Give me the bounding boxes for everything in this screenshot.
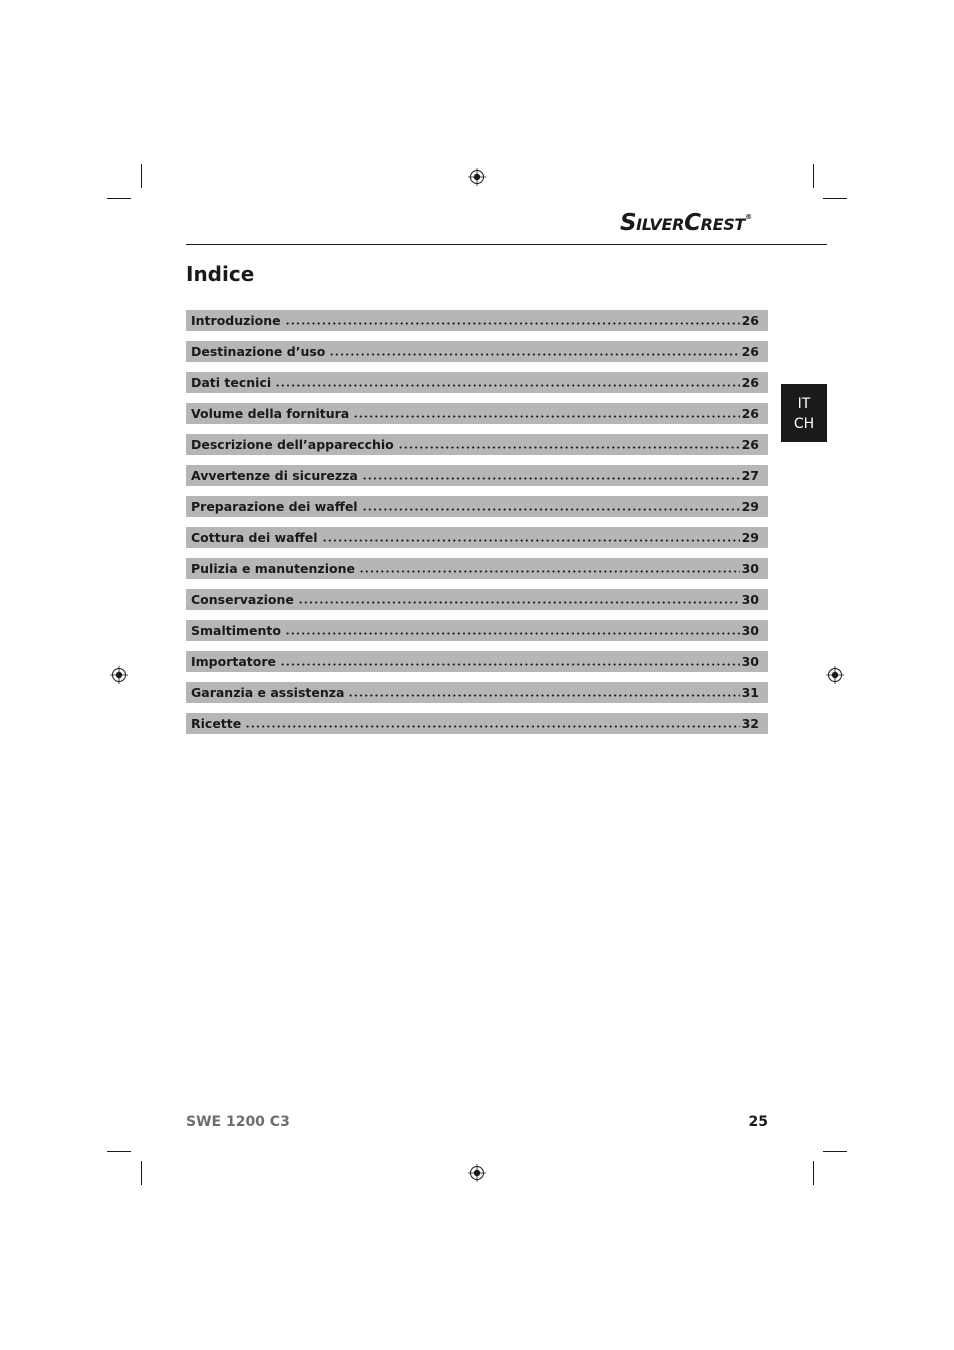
toc-entry-page: 29 <box>741 530 759 545</box>
toc-entry-page: 26 <box>741 313 759 328</box>
toc-entry-page: 26 <box>741 406 759 421</box>
toc-entry-label: Cottura dei waffel <box>191 530 318 545</box>
toc-entry[interactable] <box>186 620 768 641</box>
registration-mark-icon <box>110 666 128 684</box>
toc-leader-dots <box>285 322 740 325</box>
header-rule <box>186 244 827 245</box>
toc-leader-dots <box>398 446 740 449</box>
page-title: Indice <box>186 262 255 286</box>
crop-mark-top-right-h <box>823 198 847 199</box>
language-tab <box>781 384 827 442</box>
toc-entry-label: Conservazione <box>191 592 294 607</box>
toc-entry-label: Destinazione d’uso <box>191 344 326 359</box>
toc-entry[interactable] <box>186 372 768 393</box>
toc-entry-page: 26 <box>741 344 759 359</box>
toc-entry[interactable] <box>186 589 768 610</box>
toc-entry[interactable] <box>186 434 768 455</box>
toc-entry-label: Descrizione dell’apparecchio <box>191 437 394 452</box>
toc-entry-page: 27 <box>741 468 759 483</box>
toc-entry-label: Garanzia e assistenza <box>191 685 345 700</box>
toc-entry-label: Ricette <box>191 716 242 731</box>
toc-entry-page: 32 <box>741 716 759 731</box>
toc-entry-page: 30 <box>741 654 759 669</box>
toc-entry-page: 30 <box>741 561 759 576</box>
registration-mark-icon <box>468 1164 486 1182</box>
toc-entry[interactable] <box>186 310 768 331</box>
toc-entry-label: Smaltimento <box>191 623 281 638</box>
toc-leader-dots <box>280 663 740 666</box>
crop-mark-top-left-h <box>107 198 131 199</box>
toc-entry-page: 30 <box>741 592 759 607</box>
language-code-ch: CH <box>793 416 815 432</box>
toc-entry-label: Volume della fornitura <box>191 406 350 421</box>
toc-entry[interactable] <box>186 682 768 703</box>
toc-entry-page: 26 <box>741 375 759 390</box>
toc-leader-dots <box>362 508 740 511</box>
toc-leader-dots <box>322 539 740 542</box>
toc-leader-dots <box>245 725 739 728</box>
toc-entry[interactable] <box>186 341 768 362</box>
toc-entry-label: Preparazione dei waffel <box>191 499 358 514</box>
toc-entry-label: Importatore <box>191 654 276 669</box>
table-of-contents <box>186 310 768 744</box>
crop-mark-bottom-right-h <box>823 1151 847 1152</box>
toc-leader-dots <box>362 477 740 480</box>
footer-model-number: SWE 1200 C3 <box>186 1114 290 1130</box>
crop-mark-top-left-v <box>141 164 142 188</box>
toc-entry[interactable] <box>186 496 768 517</box>
toc-leader-dots <box>353 415 739 418</box>
toc-entry[interactable] <box>186 403 768 424</box>
toc-leader-dots <box>329 353 739 356</box>
crop-mark-bottom-left-h <box>107 1151 131 1152</box>
toc-entry-page: 26 <box>741 437 759 452</box>
toc-leader-dots <box>348 694 739 697</box>
crop-mark-bottom-right-v <box>813 1161 814 1185</box>
toc-leader-dots <box>298 601 740 604</box>
toc-entry-page: 29 <box>741 499 759 514</box>
toc-entry-label: Avvertenze di sicurezza <box>191 468 358 483</box>
registration-mark-icon <box>468 168 486 186</box>
language-code-it: IT <box>797 396 811 412</box>
toc-entry-label: Dati tecnici <box>191 375 272 390</box>
toc-leader-dots <box>359 570 740 573</box>
crop-mark-top-right-v <box>813 164 814 188</box>
toc-entry-page: 30 <box>741 623 759 638</box>
toc-entry-page: 31 <box>741 685 759 700</box>
toc-entry[interactable] <box>186 465 768 486</box>
toc-entry[interactable] <box>186 713 768 734</box>
crop-mark-bottom-left-v <box>141 1161 142 1185</box>
silvercrest-logo: SILVERCREST® <box>620 210 753 236</box>
toc-entry[interactable] <box>186 651 768 672</box>
footer-page-number: 25 <box>748 1114 768 1130</box>
toc-entry-label: Pulizia e manutenzione <box>191 561 355 576</box>
toc-leader-dots <box>275 384 739 387</box>
toc-entry[interactable] <box>186 558 768 579</box>
toc-leader-dots <box>285 632 740 635</box>
toc-entry[interactable] <box>186 527 768 548</box>
registration-mark-icon <box>826 666 844 684</box>
toc-entry-label: Introduzione <box>191 313 281 328</box>
